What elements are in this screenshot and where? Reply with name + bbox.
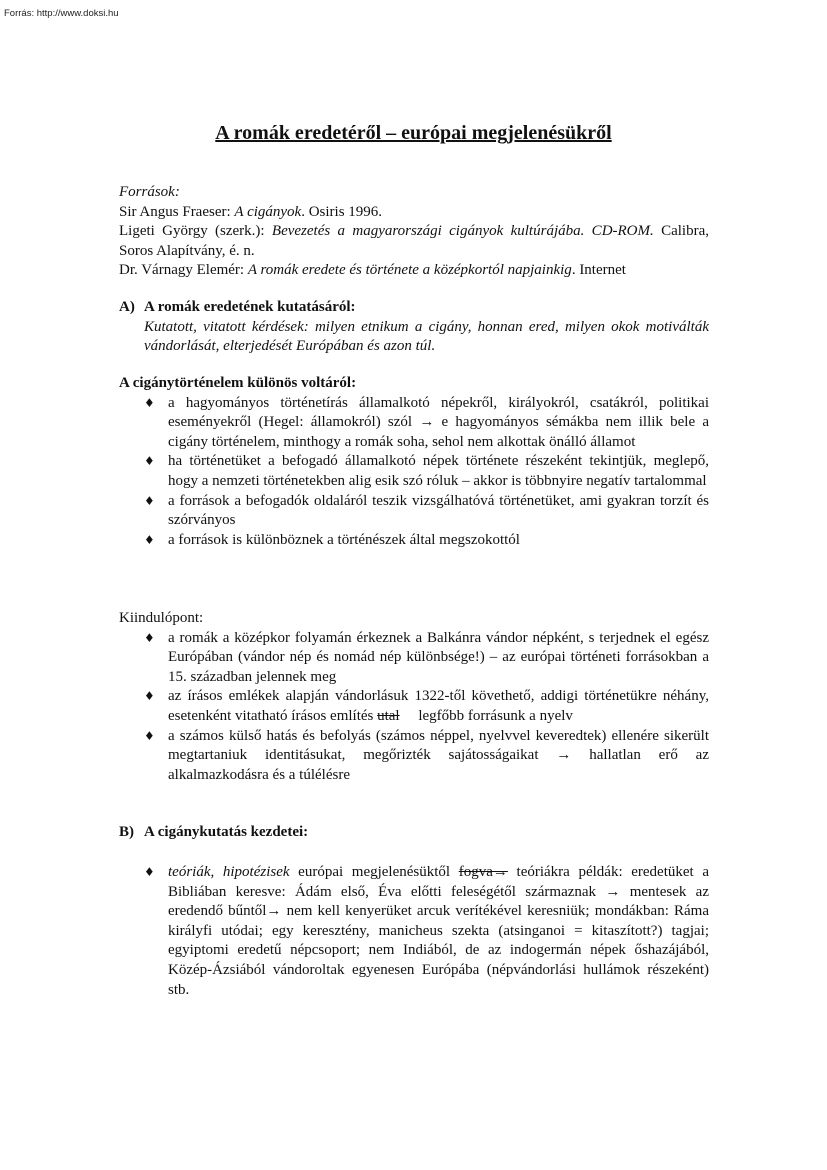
source-rest: . Internet [571, 262, 626, 279]
source-work: A cigányok [234, 203, 302, 220]
list-item [119, 531, 709, 551]
section-a-questions: Kutatott, vitatott kérdések: milyen etnikum a cigány, honnan ered, milyen okok motiválták vándorlását, elterjedését Európában és azon túl. [144, 318, 709, 355]
section-b-title: A cigánykutatás kezdetei: [144, 824, 309, 840]
section-a [119, 298, 709, 357]
list-item-text: a romák a középkor folyamán érkeznek a Balkánra vándor népként, s terjednek el egész Európában (vándor nép és nomád nép különbsége!) – az európai történeti forrásokban a 15. században jelennek meg [168, 629, 709, 685]
struck-text: fogva→ [458, 864, 508, 880]
sources-label: Források: [119, 184, 180, 200]
section-b-list-wrap [119, 863, 709, 1000]
section-b-letter: B) [119, 824, 134, 840]
source-rest: Calibra, Soros Alapítvány, é. n. [119, 223, 709, 259]
section-a-letter: A) [119, 299, 135, 315]
list-item-text: az írásos emlékek alapján vándorlásuk 1322-től követhető, addigi történetükre néhány, esetenként vitatható írásos említés [168, 688, 709, 724]
list-item-text: ha történetüket a befogadó államalkotó népek története részeként tekintjük, meglepő, hogy a nemzeti történetekben alig esik szó róluk – akkor is többnyire negatív tartalommal [168, 453, 709, 489]
section-a-sub2 [119, 609, 709, 785]
diamond-bullet-icon: ♦ [144, 689, 155, 704]
list-item-text-rest: teóriákra példák: eredetüket a Bibliában keresve: Ádám első, Éva előtti feleségétől származnak → mentesek az eredendő bűntől→ nem kell kenyerüket arcuk verítékével keresniük; mondákban: Ráma királyfi utódai; egy keresztény, manicheus szekta (atsinganoi = kitaszított?) tagjai; egyiptomi eredetű népcsoport; nem Indiából, de az indogermán népek őshazájából, Közép-Ázsiából vándoroltak egyenesen Európába (népvándorlási hullámok részeként) stb. [168, 864, 709, 998]
sub1-heading: A cigánytörténelem különös voltáról: [119, 375, 357, 391]
diamond-bullet-icon: ♦ [144, 630, 155, 645]
list-item-text-cont: legfőbb forrásunk a nyelv [399, 707, 573, 724]
sub2-heading: Kiindulópont: [119, 610, 204, 626]
source-author: Dr. Várnagy Elemér: [119, 262, 248, 279]
list-item [119, 727, 709, 786]
list-item-text: európai megjelenésüktől [289, 864, 459, 880]
list-item-text: a források a befogadók oldaláról teszik vizsgálhatóvá történetüket, ami gyakran torzít és szórványos [168, 492, 709, 529]
source-author: Ligeti György (szerk.): [119, 223, 272, 240]
sub1-list [119, 394, 709, 551]
section-a-sub1 [119, 374, 709, 550]
list-item [119, 394, 709, 453]
list-item-text: a hagyományos történetírás államalkotó népekről, királyokról, csatákról, politikai eseményekről (Hegel: államokról) szól → e hagyományos sémákba nem illik bele a cigány történelem, minthogy a romák soha, sehol nem alkottak önálló államot [168, 394, 709, 450]
source-rest: . Osiris 1996. [301, 203, 383, 220]
diamond-bullet-icon: ♦ [144, 454, 155, 469]
diamond-bullet-icon: ♦ [144, 395, 155, 410]
diamond-bullet-icon: ♦ [144, 865, 155, 879]
source-author: Sir Angus Fraeser: [119, 203, 235, 220]
list-item [119, 629, 709, 688]
list-item-text: a források is különböznek a történészek által megszokottól [168, 531, 520, 548]
sources-block [119, 183, 709, 281]
list-item [119, 687, 709, 726]
diamond-bullet-icon: ♦ [144, 532, 155, 547]
source-work: A romák eredete és története a középkortól napjainkig [247, 262, 572, 279]
section-b-heading [119, 823, 709, 843]
source-item-3 [119, 261, 709, 281]
sub2-list [119, 629, 709, 786]
section-a-title: A romák eredetének kutatásáról: [144, 299, 356, 315]
source-url-note: Forrás: http://www.doksi.hu [4, 8, 119, 19]
source-item-2 [119, 222, 709, 261]
document-title: A romák eredetéről – európai megjelenésükről [215, 122, 612, 144]
section-b-list [119, 863, 709, 1000]
diamond-bullet-icon: ♦ [144, 493, 155, 508]
diamond-bullet-icon: ♦ [144, 728, 155, 743]
source-item-1 [119, 203, 709, 223]
struck-text: utal [377, 707, 400, 724]
list-item-text: a számos külső hatás és befolyás (számos néppel, nyelvvel keveredtek) ellenére sikerült megtartaniuk identitásukat, megőrizték sajátosságaikat → hallatlan erő az alkalmazkodásra és a túlélésre [168, 727, 709, 783]
section-a-heading [119, 298, 709, 318]
source-work: Bevezetés a magyarországi cigányok kultúrájába. CD-ROM. [271, 223, 654, 240]
section-b [119, 823, 709, 843]
list-item [119, 492, 709, 531]
list-item-italic: teóriák, hipotézisek [168, 864, 290, 880]
list-item [119, 863, 709, 1000]
list-item [119, 452, 709, 491]
